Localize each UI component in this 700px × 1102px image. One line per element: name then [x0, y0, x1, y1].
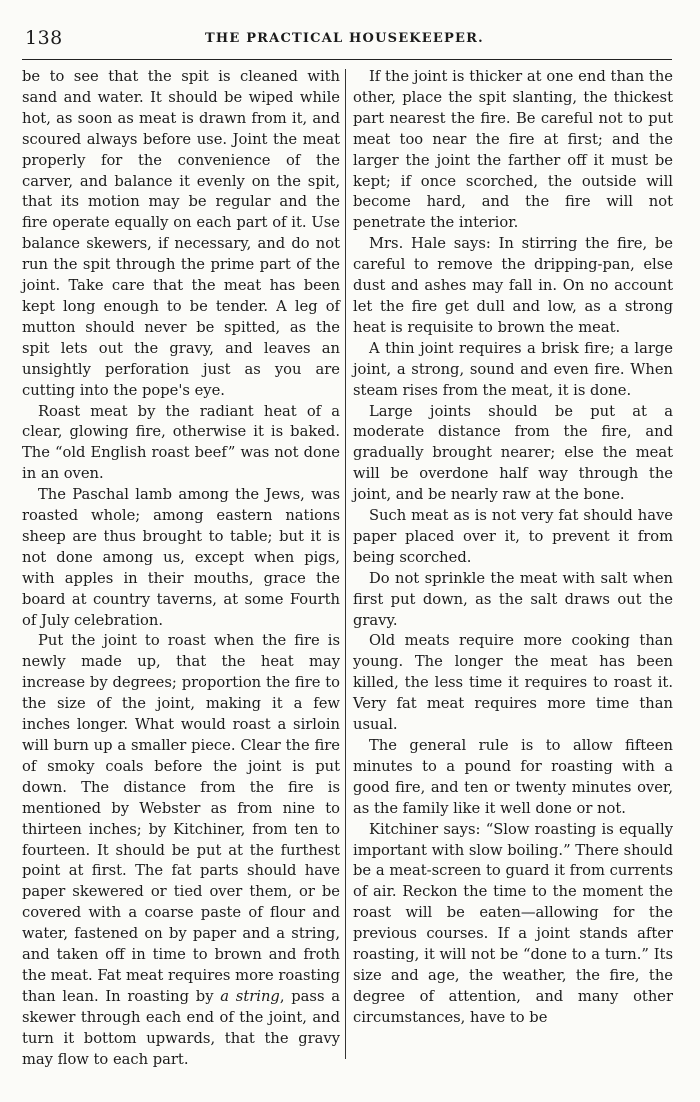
paragraph: Roast meat by the radiant heat of a clear, glowing fire, otherwise it is baked. The “old English roast beef” was not done in an oven.: [22, 402, 340, 483]
paragraph: A thin joint requires a brisk fire; a large joint, a strong, sound and even fire. When steam rises from the meat, it is done.: [353, 339, 673, 399]
paragraph: Mrs. Hale says: In stirring the fire, be careful to remove the dripping-pan, else dust and ashes may fall in. On no account let the fire get dull and low, as a strong heat is requisite to brown the meat.: [353, 235, 673, 336]
paragraph-text: , pass a skewer through each end of the joint, and turn it bottom upwards, that the gravy may flow to each part.: [22, 987, 340, 1068]
paragraph: Do not sprinkle the meat with salt when first put down, as the salt draws out the gravy.: [353, 569, 673, 629]
italic-phrase: a string: [220, 987, 280, 1005]
paragraph: Such meat as is not very fat should have paper placed over it, to prevent it from being scorched.: [353, 507, 673, 566]
paragraph: Large joints should be put at a moderate distance from the fire, and gradually brought nearer; else the meat will be overdone half way through the joint, and be nearly raw at the bone.: [353, 402, 673, 504]
paragraph: Old meats require more cooking than young. The longer the meat has been killed, the less time it requires to roast it. Very fat meat requires more time than usual.: [353, 632, 673, 734]
page-number: 138: [25, 27, 63, 49]
paragraph: Kitchiner says: “Slow roasting is equally important with slow boiling.” There should be a meat-screen to guard it from currents of air. Reckon the time to the moment the roast will be eaten—allowing for the previous courses. If a joint stands after roasting, it will not be “done to a turn.” Its size and age, the weather, the fire, the degree of attention, and many other circumstances, have to be: [353, 820, 673, 1026]
header-rule: [22, 59, 672, 60]
paragraph: The general rule is to allow fifteen minutes to a pound for roasting with a good fire, and ten or twenty minutes over, as the family like it well done or not.: [353, 737, 673, 817]
paragraph: If the joint is thicker at one end than the other, place the spit slanting, the thickest part nearest the fire. Be careful not to put meat too near the fire at first; and the larger the joint the farther off it must be kept; if once scorched, the outside will become hard, and the fire will not penetrate the interior.: [353, 68, 673, 232]
left-column: [22, 67, 340, 1071]
paragraph: The Paschal lamb among the Jews, was roasted whole; among eastern nations sheep are thus brought to table; but it is not done among us, except when pigs, with apples in their mouths, grace the board at country taverns, at some Fourth of July celebration.: [22, 486, 340, 629]
column-divider: [345, 69, 346, 1059]
running-title: THE PRACTICAL HOUSEKEEPER.: [205, 31, 484, 46]
paragraph: [22, 631, 340, 1070]
paragraph-text: Put the joint to roast when the fire is newly made up, that the heat may increase by degrees; proportion the fire to the size of the joint, making it a few inches longer. What would roast a sirloin will burn up a smaller piece. Clear the fire of smoky coals before the joint is put down. The distance from the fire is mentioned by Webster as from nine to thirteen inches; by Kitchiner, from ten to fourteen. It should be put at the furthest point at first. The fat parts should have paper skewered or tied over them, or be covered with a coarse paste of flour and water, fastened on by paper and a string, and taken off in time to brown and froth the meat. Fat meat requires more roasting than lean. In roasting by: [22, 632, 340, 1005]
paragraph: be to see that the spit is cleaned with sand and water. It should be wiped while hot, as soon as meat is drawn from it, and scoured always before use. Joint the meat properly for the convenience of the carver, and balance it evenly on the spit, that its motion may be regular and the fire operate equally on each part of it. Use balance skewers, if necessary, and do not run the spit through the prime part of the joint. Take care that the meat has been kept long enough to be tender. A leg of mutton should never be spitted, as the spit lets out the gravy, and leaves an unsightly perforation just as you are cutting into the pope's eye.: [22, 68, 340, 399]
right-column: [353, 67, 673, 1029]
